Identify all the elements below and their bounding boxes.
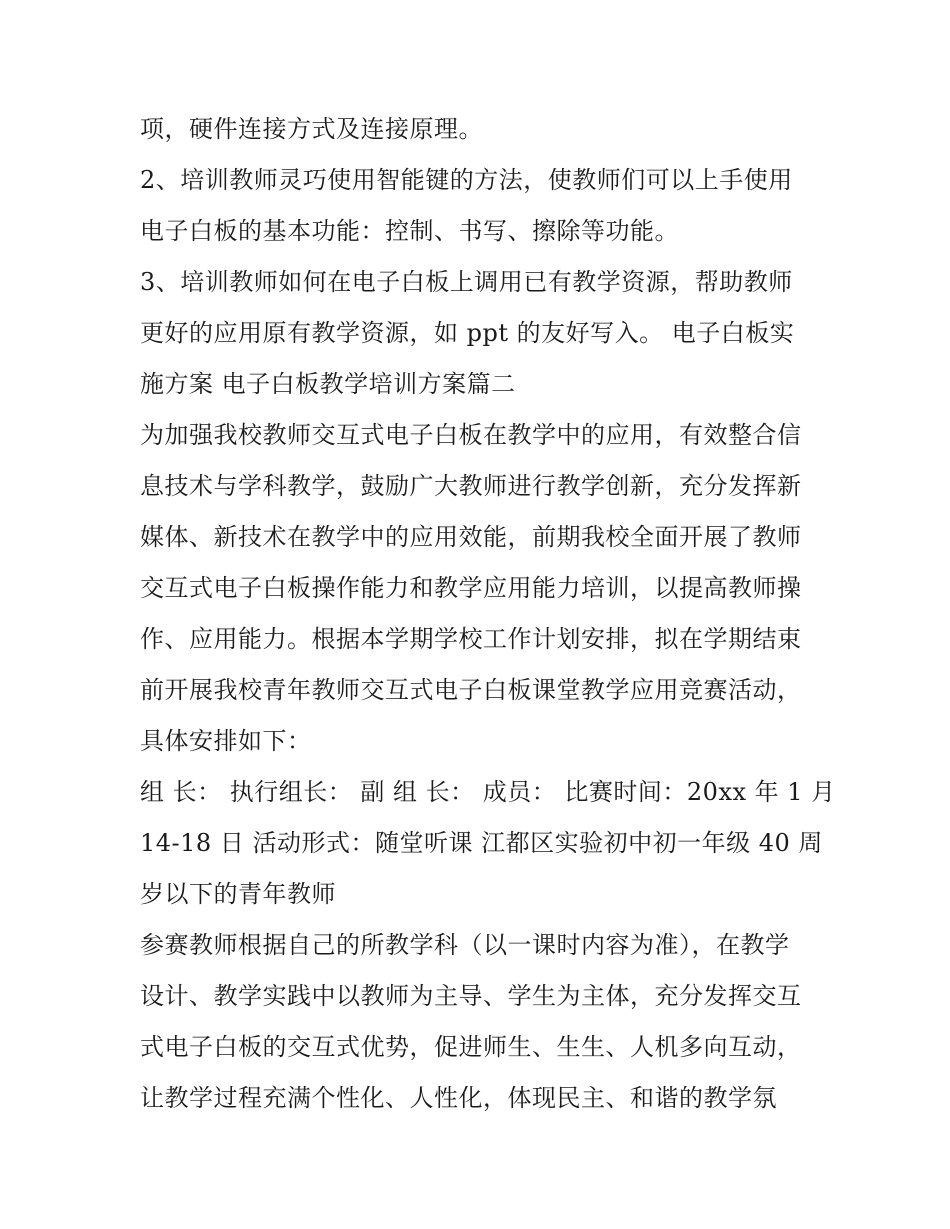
text-line: 媒体、新技术在教学中的应用效能，前期我校全面开展了教师 xyxy=(140,523,802,551)
text-line: 具体安排如下： xyxy=(140,727,312,755)
text-line: 岁以下的青年教师 xyxy=(140,880,336,908)
text-line: 设计、教学实践中以教师为主导、学生为主体，充分发挥交互 xyxy=(140,982,802,1010)
text-line: 式电子白板的交互式优势，促进师生、生生、人机多向互动， xyxy=(140,1033,802,1061)
text-line: 组 长： 执行组长： 副 组 长： 成员： 比赛时间：20xx 年 1 月 xyxy=(140,778,836,806)
text-line: 前开展我校青年教师交互式电子白板课堂教学应用竞赛活动， xyxy=(140,676,802,704)
text-line: 14-18 日 活动形式：随堂听课 江都区实验初中初一年级 40 周 xyxy=(140,829,823,857)
text-line: 电子白板的基本功能：控制、书写、擦除等功能。 xyxy=(140,217,679,245)
text-line: 更好的应用原有教学资源，如 ppt 的友好写入。 电子白板实 xyxy=(140,319,795,347)
text-line: 施方案 电子白板教学培训方案篇二 xyxy=(140,370,516,398)
text-line: 让教学过程充满个性化、人性化，体现民主、和谐的教学氛 xyxy=(140,1084,777,1112)
text-line: 息技术与学科教学，鼓励广大教师进行教学创新，充分发挥新 xyxy=(140,472,802,500)
text-line: 参赛教师根据自己的所教学科（以一课时内容为准），在教学 xyxy=(140,931,790,959)
text-line: 项，硬件连接方式及连接原理。 xyxy=(140,115,483,143)
text-line: 作、应用能力。根据本学期学校工作计划安排，拟在学期结束 xyxy=(140,625,802,653)
document-body xyxy=(140,104,836,1124)
text-line: 为加强我校教师交互式电子白板在教学中的应用，有效整合信 xyxy=(140,421,802,449)
text-line: 3、培训教师如何在电子白板上调用已有教学资源，帮助教师 xyxy=(140,268,793,296)
text-line: 交互式电子白板操作能力和教学应用能力培训，以提高教师操 xyxy=(140,574,802,602)
text-line: 2、培训教师灵巧使用智能键的方法，使教师们可以上手使用 xyxy=(140,166,793,194)
